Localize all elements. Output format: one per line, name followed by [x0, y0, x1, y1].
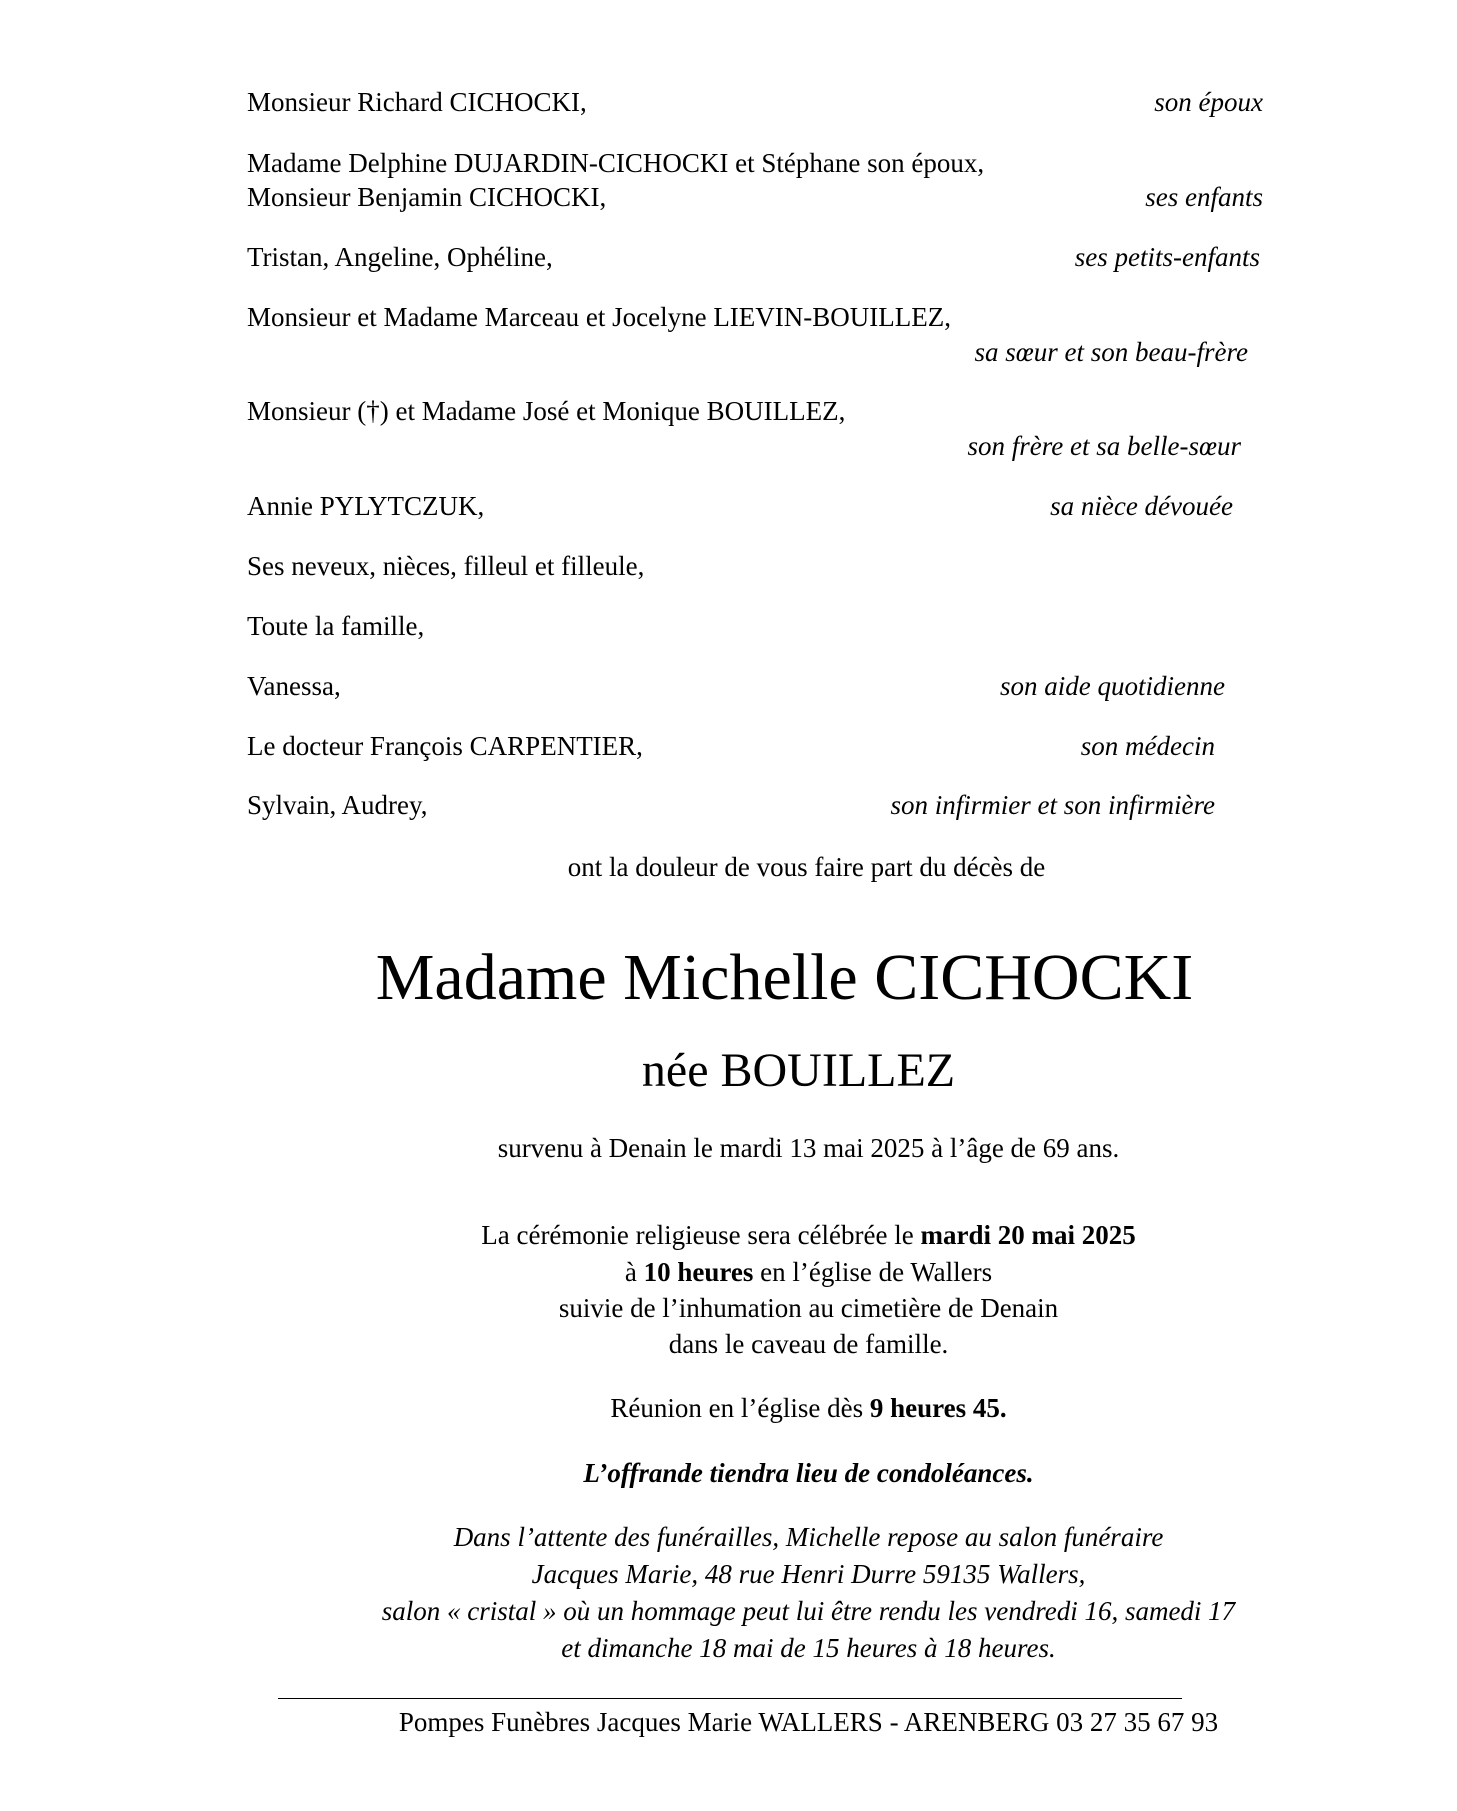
family-row — [0, 299, 1457, 335]
family-name: Tristan, Angeline, Ophéline, — [247, 242, 553, 272]
ceremony-text: à — [624, 1257, 644, 1287]
family-row — [0, 548, 1457, 584]
family-row — [0, 488, 1457, 524]
salon-line: et dimanche 18 mai de 15 heures à 18 heures. — [561, 1633, 1056, 1663]
family-name: Toute la famille, — [247, 611, 425, 641]
meeting-text: Réunion en l’église dès — [610, 1393, 870, 1423]
salon-line: Dans l’attente des funérailles, Michelle repose au salon funéraire — [453, 1522, 1164, 1552]
family-row — [0, 428, 1457, 464]
family-name: Monsieur (†) et Madame José et Monique BOUILLEZ, — [247, 396, 846, 426]
family-role: sa sœur et son beau-frère — [974, 337, 1248, 367]
family-row — [0, 728, 1457, 764]
ceremony-line: suivie de l’inhumation au cimetière de Denain — [558, 1293, 1059, 1323]
announcement: ont la douleur de vous faire part du décès de — [567, 852, 1046, 882]
family-role: ses enfants — [1145, 182, 1263, 212]
footer-funeral-home: Pompes Funèbres Jacques Marie WALLERS - ARENBERG 03 27 35 67 93 — [398, 1707, 1219, 1737]
family-name: Sylvain, Audrey, — [247, 790, 428, 820]
family-name: Madame Delphine DUJARDIN-CICHOCKI et Stéphane son époux, — [247, 148, 985, 178]
family-row — [0, 787, 1457, 823]
offering-note: L’offrande tiendra lieu de condoléances. — [583, 1458, 1034, 1488]
meeting-time: 9 heures 45. — [869, 1393, 1007, 1423]
family-name: Monsieur Richard CICHOCKI, — [247, 87, 587, 117]
ceremony-line — [80, 1217, 1457, 1253]
family-role: son aide quotidienne — [1000, 671, 1225, 701]
family-name: Le docteur François CARPENTIER, — [247, 731, 643, 761]
family-role: son frère et sa belle-sœur — [967, 431, 1241, 461]
family-role: ses petits-enfants — [1074, 242, 1260, 272]
ceremony-line — [80, 1254, 1457, 1290]
ceremony-date: mardi 20 mai 2025 — [920, 1220, 1136, 1250]
death-notice: survenu à Denain le mardi 13 mai 2025 à l’âge de 69 ans. — [497, 1133, 1120, 1163]
family-role: son infirmier et son infirmière — [890, 790, 1215, 820]
deceased-name: Madame Michelle CICHOCKI — [375, 941, 1194, 1014]
ceremony-time: 10 heures — [643, 1257, 754, 1287]
family-row — [0, 334, 1457, 370]
family-role: sa nièce dévouée — [1050, 491, 1233, 521]
family-row — [0, 393, 1457, 429]
family-row — [0, 84, 1457, 120]
ceremony-line: dans le caveau de famille. — [668, 1329, 949, 1359]
family-name: Vanessa, — [247, 671, 341, 701]
family-name: Monsieur Benjamin CICHOCKI, — [247, 182, 607, 212]
ceremony-text: La cérémonie religieuse sera célébrée le — [481, 1220, 921, 1250]
family-name: Annie PYLYTCZUK, — [247, 491, 485, 521]
family-name: Monsieur et Madame Marceau et Jocelyne LIEVIN-BOUILLEZ, — [247, 302, 951, 332]
family-row — [0, 668, 1457, 704]
family-role: son médecin — [1080, 731, 1215, 761]
footer-divider — [278, 1698, 1182, 1699]
meeting-line — [80, 1390, 1457, 1426]
salon-line: Jacques Marie, 48 rue Henri Durre 59135 Wallers, — [531, 1559, 1086, 1589]
family-row — [0, 179, 1457, 215]
family-row — [0, 608, 1457, 644]
deceased-maiden-name: née BOUILLEZ — [641, 1044, 956, 1097]
family-role: son époux — [1154, 87, 1263, 117]
family-name: Ses neveux, nièces, filleul et filleule, — [247, 551, 645, 581]
family-row — [0, 145, 1457, 181]
salon-line: salon « cristal » où un hommage peut lui être rendu les vendredi 16, samedi 17 — [381, 1596, 1236, 1626]
family-row — [0, 239, 1457, 275]
ceremony-text: en l’église de Wallers — [753, 1257, 993, 1287]
